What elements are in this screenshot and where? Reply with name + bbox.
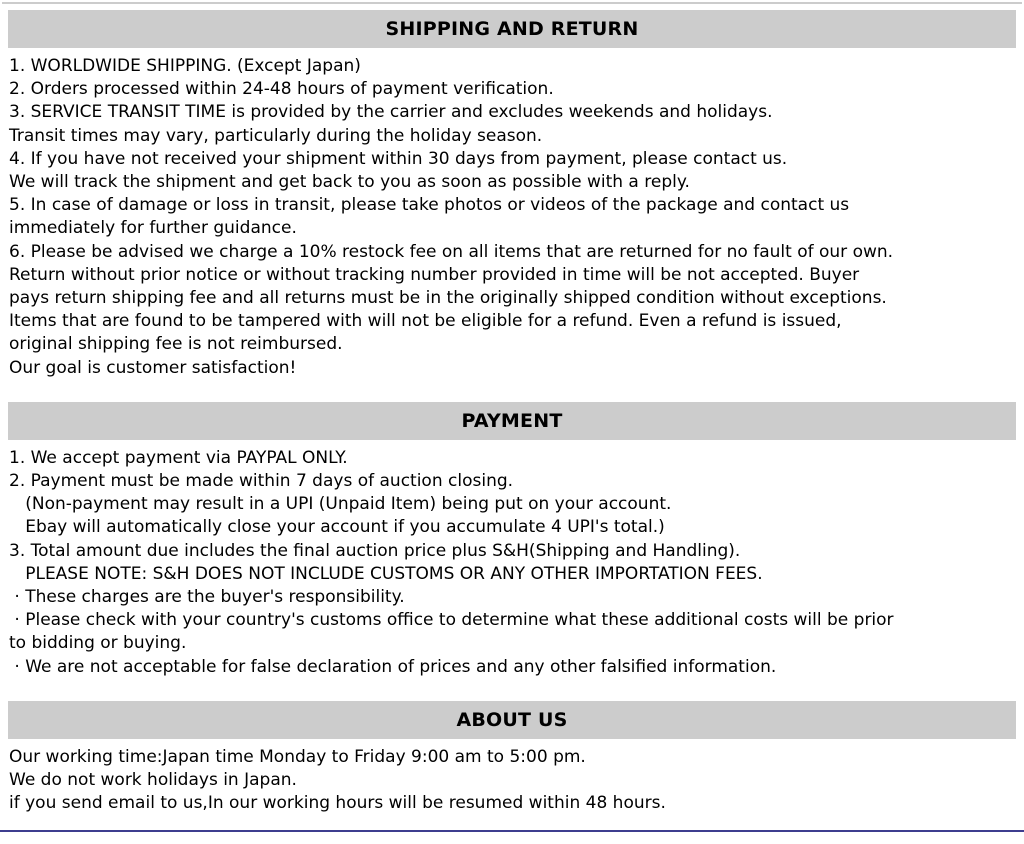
text-line: · We are not acceptable for false declaration of prices and any other falsified information. xyxy=(9,656,777,677)
text-line: 6. Please be advised we charge a 10% restock fee on all items that are returned for no fault of our own. xyxy=(9,241,894,262)
section-header-payment: PAYMENT xyxy=(8,402,1016,440)
section-payment xyxy=(8,402,1016,679)
text-line: PLEASE NOTE: S&H DOES NOT INCLUDE CUSTOMS OR ANY OTHER IMPORTATION FEES. xyxy=(9,563,763,584)
text-line: pays return shipping fee and all returns must be in the originally shipped condition without exceptions. xyxy=(9,288,887,309)
text-line: if you send email to us,In our working hours will be resumed within 48 hours. xyxy=(9,793,666,814)
section-body-shipping-and-return xyxy=(9,55,1016,380)
text-line: We do not work holidays in Japan. xyxy=(9,770,297,791)
text-line: Transit times may vary, particularly during the holiday season. xyxy=(9,125,543,146)
bottom-divider xyxy=(0,830,1024,832)
text-line: 1. WORLDWIDE SHIPPING. (Except Japan) xyxy=(9,56,361,76)
text-line: · Please check with your country's customs office to determine what these additional costs will be prior xyxy=(9,610,894,631)
text-line: Our goal is customer satisfaction! xyxy=(9,357,297,378)
text-line: 1. We accept payment via PAYPAL ONLY. xyxy=(9,447,348,468)
text-line: 4. If you have not received your shipment within 30 days from payment, please contact us. xyxy=(9,148,788,169)
section-body-about-us xyxy=(9,746,1016,816)
text-line: (Non-payment may result in a UPI (Unpaid Item) being put on your account. xyxy=(9,494,672,515)
text-line: Ebay will automatically close your account if you accumulate 4 UPI's total.) xyxy=(9,517,665,538)
text-line: · These charges are the buyer's responsibility. xyxy=(9,587,405,608)
text-line: Our working time:Japan time Monday to Friday 9:00 am to 5:00 pm. xyxy=(9,746,586,767)
text-line: to bidding or buying. xyxy=(9,633,187,654)
text-line: 3. SERVICE TRANSIT TIME is provided by the carrier and excludes weekends and holidays. xyxy=(9,102,773,123)
section-header-shipping-and-return: SHIPPING AND RETURN xyxy=(8,10,1016,48)
text-line: Items that are found to be tampered with will not be eligible for a refund. Even a refund is issued, xyxy=(9,311,842,332)
section-shipping-and-return xyxy=(8,10,1016,380)
text-line: We will track the shipment and get back to you as soon as possible with a reply. xyxy=(9,172,690,193)
listing-policy-content xyxy=(0,10,1024,815)
text-line: 2. Payment must be made within 7 days of auction closing. xyxy=(9,471,514,492)
text-line: original shipping fee is not reimbursed. xyxy=(9,334,343,355)
text-line: 3. Total amount due includes the final auction price plus S&H(Shipping and Handling). xyxy=(9,540,741,561)
top-divider xyxy=(2,2,1022,4)
section-about-us xyxy=(8,701,1016,816)
text-line: 2. Orders processed within 24-48 hours of payment verification. xyxy=(9,79,554,100)
text-line: immediately for further guidance. xyxy=(9,218,297,239)
text-line: Return without prior notice or without tracking number provided in time will be not accepted. Buyer xyxy=(9,264,860,285)
text-line: 5. In case of damage or loss in transit, please take photos or videos of the package and contact us xyxy=(9,195,850,216)
section-header-about-us: ABOUT US xyxy=(8,701,1016,739)
section-body-payment xyxy=(9,447,1016,679)
